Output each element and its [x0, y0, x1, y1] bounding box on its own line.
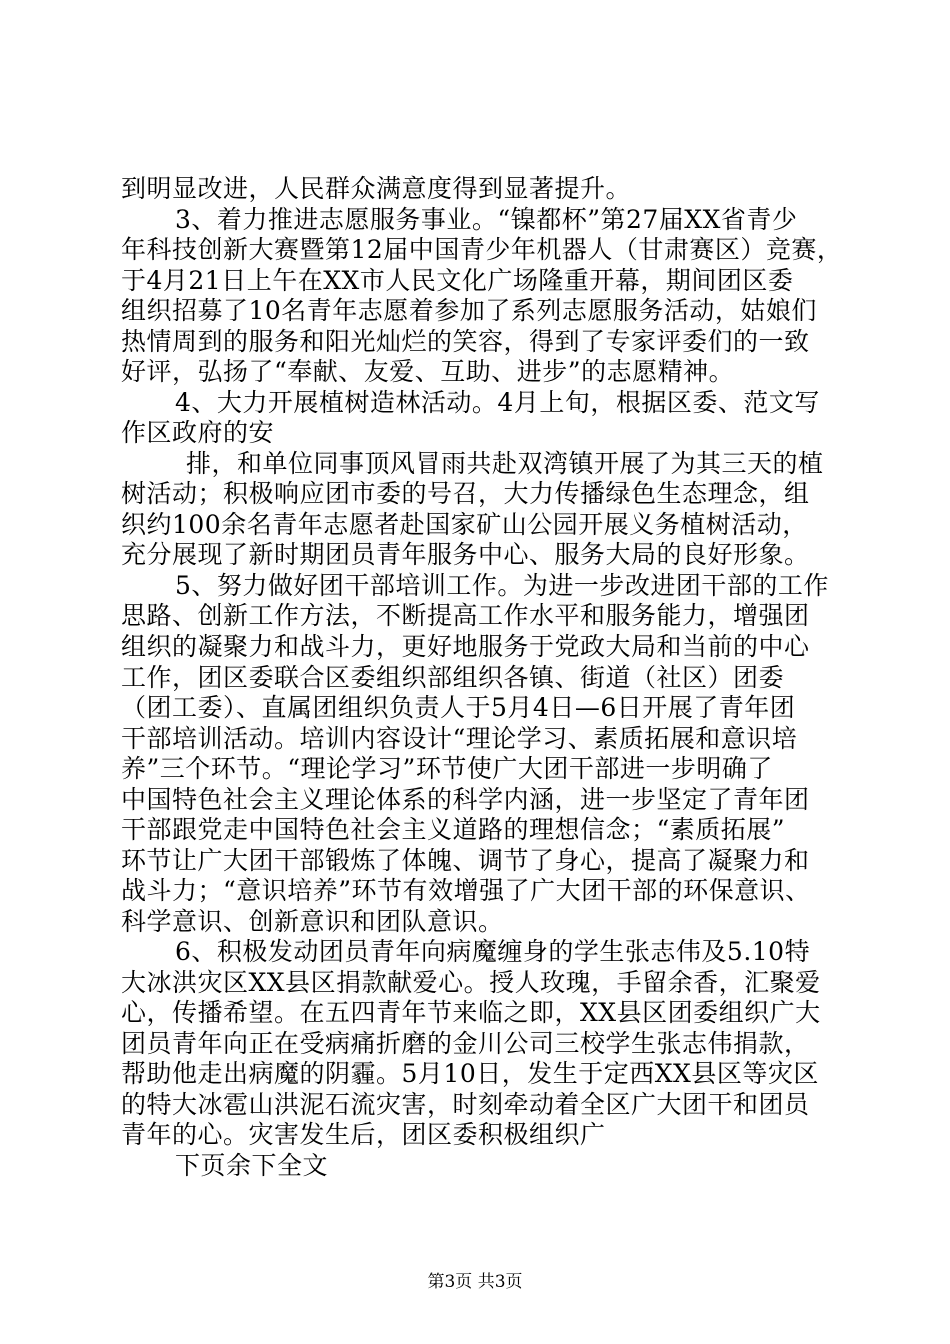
text-line: 5、努力做好团干部培训工作。为进一步改进团干部的工作	[175, 571, 829, 600]
text-line: 帮助他走出病魔的阴霾。5月10日，发生于定西XX县区等灾区	[121, 1059, 819, 1088]
text-line: 好评，弘扬了“奉献、友爱、互助、进步”的志愿精神。	[121, 357, 735, 386]
text-line: 的特大冰雹山洪泥石流灾害，时刻牵动着全区广大团干和团员	[121, 1090, 810, 1119]
text-line: 战斗力；“意识培养”环节有效增强了广大团干部的环保意识、	[121, 876, 811, 905]
text-line: 4、大力开展植树造林活动。4月上旬，根据区委、范文写	[175, 388, 820, 417]
text-line: 组织招募了10名青年志愿着参加了系列志愿服务活动，姑娘们	[121, 296, 817, 325]
page-footer: 第3页 共3页	[427, 1272, 523, 1292]
text-line: 中国特色社会主义理论体系的科学内涵，进一步坚定了青年团	[121, 785, 810, 814]
text-line: 6、积极发动团员青年向病魔缠身的学生张志伟及5.10特	[175, 937, 811, 966]
text-line: 环节让广大团干部锻炼了体魄、调节了身心，提高了凝聚力和	[121, 846, 810, 875]
text-line: 下页余下全文	[175, 1151, 329, 1180]
text-line: 心，传播希望。在五四青年节来临之即，XX县区团委组织广大	[121, 998, 821, 1027]
text-line: 青年的心。灾害发生后，团区委积极组织广	[121, 1120, 606, 1149]
text-line: 团员青年向正在受病痛折磨的金川公司三校学生张志伟捐款，	[121, 1029, 810, 1058]
text-line: 排，和单位同事顶风冒雨共赴双湾镇开展了为其三天的植	[186, 449, 824, 478]
text-line: 工作，团区委联合区委组织部组织各镇、街道（社区）团委	[121, 663, 785, 692]
text-line: 作区政府的安	[121, 418, 275, 447]
text-line: 组织的凝聚力和战斗力，更好地服务于党政大局和当前的中心	[121, 632, 810, 661]
text-line: （团工委）、直属团组织负责人于5月4日—6日开展了青年团	[121, 693, 796, 722]
text-line: 干部培训活动。培训内容设计“理论学习、素质拓展和意识培	[121, 724, 798, 753]
text-line: 干部跟党走中国特色社会主义道路的理想信念；“素质拓展”	[121, 815, 786, 844]
text-line: 树活动；积极响应团市委的号召，大力传播绿色生态理念，组	[121, 479, 810, 508]
text-line: 到明显改进，人民群众满意度得到显著提升。	[121, 174, 632, 203]
text-line: 思路、创新工作方法，不断提高工作水平和服务能力，增强团	[121, 601, 810, 630]
text-line: 热情周到的服务和阳光灿烂的笑容，得到了专家评委们的一致	[121, 327, 810, 356]
text-line: 大冰洪灾区XX县区捐款献爱心。授人玫瑰，手留余香，汇聚爱	[121, 968, 821, 997]
text-line: 充分展现了新时期团员青年服务中心、服务大局的良好形象。	[121, 540, 810, 569]
text-line: 织约100余名青年志愿者赴国家矿山公园开展义务植树活动，	[121, 510, 808, 539]
text-line: 科学意识、创新意识和团队意识。	[121, 907, 504, 936]
text-line: 养”三个环节。“理论学习”环节使广大团干部进一步明确了	[121, 754, 773, 783]
text-line: 于4月21日上午在XX市人民文化广场隆重开幕，期间团区委	[121, 266, 794, 295]
text-line: 3、着力推进志愿服务事业。“镍都杯”第27届XX省青少	[175, 205, 798, 234]
text-line: 年科技创新大赛暨第12届中国青少年机器人（甘肃赛区）竞赛，	[121, 235, 843, 264]
